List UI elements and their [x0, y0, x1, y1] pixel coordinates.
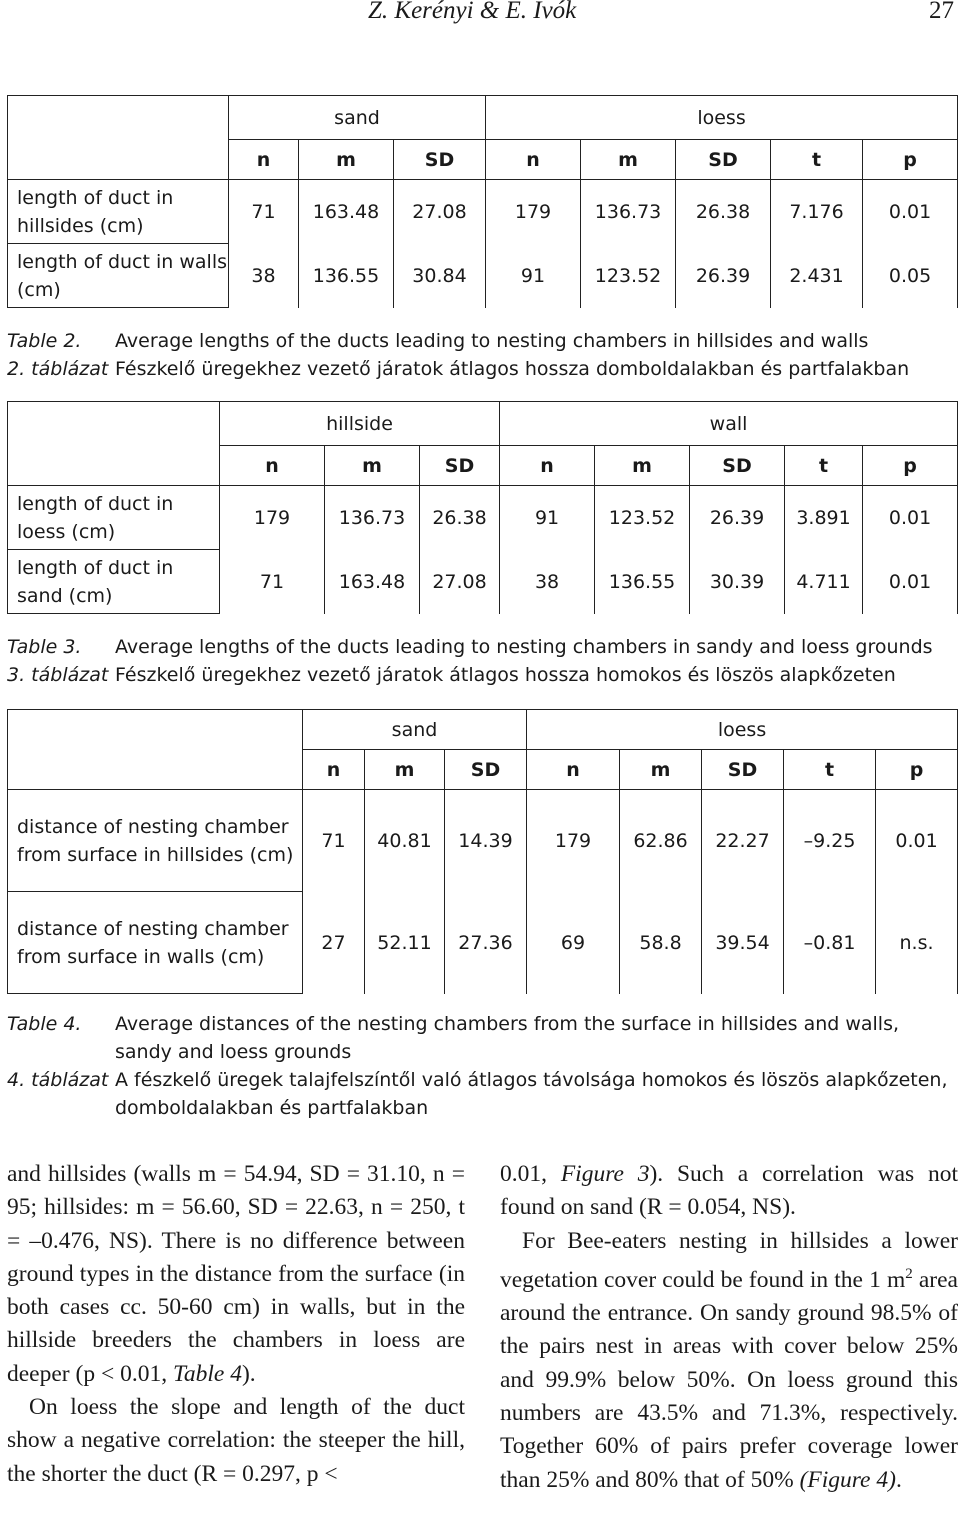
table-cell: 38 — [500, 550, 595, 614]
table-cell: 71 — [220, 550, 325, 614]
body-text: . — [895, 1466, 902, 1493]
table-cell: 91 — [486, 244, 581, 308]
table-stub-empty — [8, 96, 229, 180]
table-cell: 2.431 — [771, 244, 863, 308]
table-3-caption — [7, 633, 957, 689]
table-row — [8, 486, 958, 550]
row-label: length of duct in loess (cm) — [8, 486, 220, 550]
body-text: For Bee-eaters nesting in hillsides a lower vegetation cover could be found in the 1 m — [500, 1227, 958, 1293]
table-cell: 136.55 — [595, 550, 690, 614]
col-header: p — [863, 446, 958, 486]
table-cell: 69 — [527, 892, 620, 994]
table-row — [8, 892, 958, 994]
row-label: length of duct in walls (cm) — [8, 244, 229, 308]
caption-label: 2. táblázat — [7, 358, 109, 380]
caption-text: Average lengths of the ducts leading to nesting chambers in hillsides and walls — [115, 330, 869, 352]
table-cell: 136.73 — [325, 486, 420, 550]
table-stub-empty — [8, 402, 220, 486]
table-stub-empty — [8, 710, 303, 790]
col-header: SD — [690, 446, 785, 486]
col-header: SD — [702, 750, 784, 790]
table-cell: 26.39 — [676, 244, 771, 308]
col-header: SD — [420, 446, 500, 486]
table-cell: 123.52 — [595, 486, 690, 550]
group-header: loess — [486, 96, 958, 140]
body-paragraph: On loess the slope and length of the duct show a negative correlation: the steeper the hill, the shorter the duct (R = 0.297, p < — [7, 1394, 465, 1487]
group-header: hillside — [220, 402, 500, 446]
group-header: sand — [303, 710, 527, 750]
col-header: SD — [394, 140, 486, 180]
table-cell: 62.86 — [620, 790, 702, 892]
body-column-right — [500, 1158, 958, 1497]
table-cell: 30.39 — [690, 550, 785, 614]
col-header: t — [784, 750, 876, 790]
superscript: 2 — [905, 1265, 913, 1282]
table-row — [8, 790, 958, 892]
body-text: ). Such a correlation was not found on sand (R = 0.054, NS). — [500, 1161, 958, 1221]
table-cell: 7.176 — [771, 180, 863, 244]
table-cell: 14.39 — [445, 790, 527, 892]
body-text: and hillsides (walls m = 54.94, SD = 31.10, n = 95; hillsides: m = 56.60, SD = 22.63, n = 250, t = –0.476, NS). There is no difference between ground types in the distance from the surface (in both cases cc. 50-60 cm) in walls, but in the hillside breeders the chambers in loess are deeper (p < 0.01, — [7, 1161, 465, 1387]
table-reference: Table 4 — [172, 1360, 242, 1387]
table-cell: 27.08 — [420, 550, 500, 614]
page-number: 27 — [929, 0, 954, 24]
table-cell: 0.05 — [863, 244, 958, 308]
table-cell: 26.38 — [676, 180, 771, 244]
table-cell: 52.11 — [365, 892, 445, 994]
table-4 — [7, 709, 958, 994]
table-cell: 27.36 — [445, 892, 527, 994]
row-label: length of duct in hillsides (cm) — [8, 180, 229, 244]
table-cell: 27.08 — [394, 180, 486, 244]
table-cell: 27 — [303, 892, 365, 994]
figure-reference: Figure 3 — [560, 1161, 650, 1187]
table-cell: 26.39 — [690, 486, 785, 550]
body-text: ). — [241, 1360, 256, 1387]
group-header: wall — [500, 402, 958, 446]
table-cell: 4.711 — [785, 550, 863, 614]
running-head-authors: Z. Kerényi & E. Ivók — [368, 0, 577, 24]
table-2 — [7, 95, 958, 308]
col-header: t — [771, 140, 863, 180]
table-cell: 71 — [229, 180, 299, 244]
col-header: p — [863, 140, 958, 180]
row-label: length of duct in sand (cm) — [8, 550, 220, 614]
table-cell: 179 — [527, 790, 620, 892]
body-paragraph — [500, 1225, 958, 1497]
group-header: loess — [527, 710, 958, 750]
col-header: p — [876, 750, 958, 790]
caption-label: 4. táblázat — [7, 1069, 109, 1091]
table-cell: n.s. — [876, 892, 958, 994]
table-cell: 163.48 — [325, 550, 420, 614]
table-cell: 179 — [486, 180, 581, 244]
table-cell: 3.891 — [785, 486, 863, 550]
caption-label: Table 4. — [7, 1013, 82, 1035]
table-cell: 0.01 — [863, 180, 958, 244]
caption-label: Table 2. — [7, 330, 82, 352]
col-header: SD — [676, 140, 771, 180]
col-header: m — [595, 446, 690, 486]
table-cell: 71 — [303, 790, 365, 892]
table-cell: 26.38 — [420, 486, 500, 550]
table-cell: 179 — [220, 486, 325, 550]
table-cell: 38 — [229, 244, 299, 308]
table-cell: –9.25 — [784, 790, 876, 892]
table-cell: 58.8 — [620, 892, 702, 994]
table-row — [8, 180, 958, 244]
body-column-left — [7, 1158, 465, 1491]
col-header: t — [785, 446, 863, 486]
table-cell: 136.73 — [581, 180, 676, 244]
table-cell: 136.55 — [299, 244, 394, 308]
caption-text: Fészkelő üregekhez vezető járatok átlagos hossza homokos és löszös alapkőzeten — [115, 664, 896, 686]
table-cell: 0.01 — [863, 550, 958, 614]
figure-reference: (Figure 4) — [799, 1466, 896, 1493]
table-cell: –0.81 — [784, 892, 876, 994]
col-header: m — [620, 750, 702, 790]
body-paragraph — [500, 1158, 958, 1225]
row-label: distance of nesting chamber from surface in hillsides (cm) — [8, 790, 303, 892]
col-header: m — [325, 446, 420, 486]
caption-label: Table 3. — [7, 636, 82, 658]
body-text: area around the entrance. On sandy ground 98.5% of the pairs nest in areas with cover below 25% and 99.9% below 50%. On loess ground this numbers are 43.5% and 71.3%, respectively. Together 60% of pairs prefer coverage lower than 25% and 80% that of 50% — [500, 1266, 958, 1493]
caption-text: Average lengths of the ducts leading to nesting chambers in sandy and loess grounds — [115, 636, 933, 658]
col-header: SD — [445, 750, 527, 790]
caption-label: 3. táblázat — [7, 664, 109, 686]
table-cell: 123.52 — [581, 244, 676, 308]
group-header: sand — [229, 96, 486, 140]
table-3 — [7, 401, 958, 614]
table-cell: 0.01 — [876, 790, 958, 892]
table-cell: 0.01 — [863, 486, 958, 550]
table-cell: 30.84 — [394, 244, 486, 308]
page-header — [0, 0, 960, 30]
col-header: n — [303, 750, 365, 790]
table-cell: 163.48 — [299, 180, 394, 244]
body-paragraph — [7, 1158, 465, 1391]
table-2-caption — [7, 327, 957, 383]
col-header: n — [500, 446, 595, 486]
col-header: n — [486, 140, 581, 180]
table-row — [8, 244, 958, 308]
col-header: n — [229, 140, 299, 180]
table-cell: 22.27 — [702, 790, 784, 892]
table-row — [8, 550, 958, 614]
col-header: m — [299, 140, 394, 180]
col-header: n — [527, 750, 620, 790]
caption-text: Average distances of the nesting chambers from the surface in hillsides and walls, sandy and loess grounds — [115, 1013, 900, 1063]
table-cell: 39.54 — [702, 892, 784, 994]
body-text: 0.01, — [500, 1161, 561, 1187]
col-header: m — [581, 140, 676, 180]
table-cell: 40.81 — [365, 790, 445, 892]
row-label: distance of nesting chamber from surface in walls (cm) — [8, 892, 303, 994]
col-header: m — [365, 750, 445, 790]
col-header: n — [220, 446, 325, 486]
table-4-caption — [7, 1010, 957, 1122]
caption-text: Fészkelő üregekhez vezető járatok átlagos hossza domboldalakban és partfalakban — [115, 358, 910, 380]
table-cell: 91 — [500, 486, 595, 550]
caption-text: A fészkelő üregek talajfelszíntől való átlagos távolsága homokos és löszös alapkőzeten, domboldalakban és partfalakban — [115, 1069, 948, 1119]
